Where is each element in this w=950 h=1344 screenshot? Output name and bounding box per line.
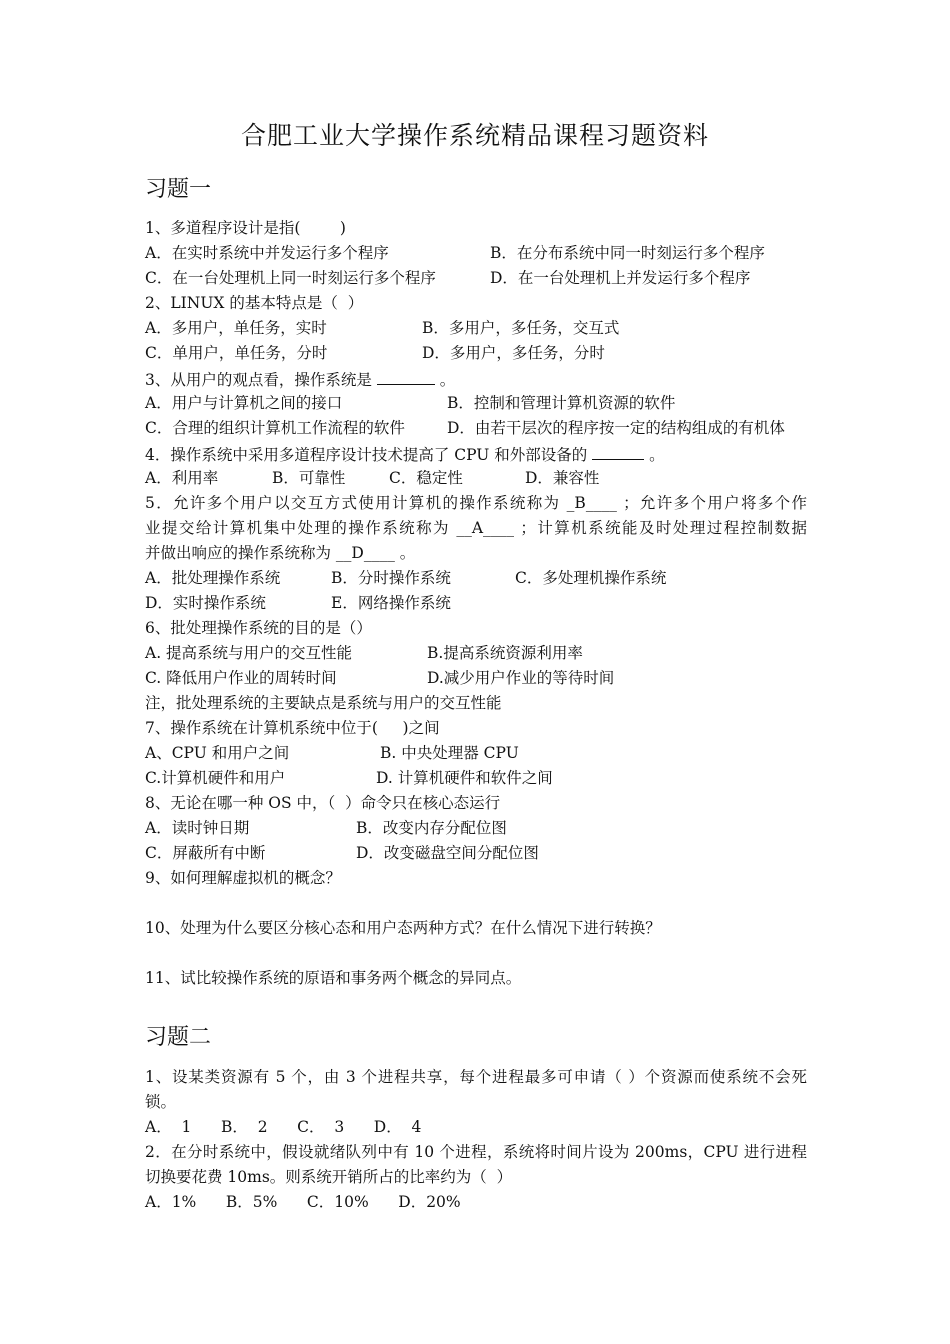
page-title: 合肥工业大学操作系统精品课程习题资料	[240, 121, 709, 150]
question-stem-cont: 锁。	[145, 1093, 177, 1111]
option-b: B．分时操作系统	[331, 569, 451, 587]
question-stem-end: 。	[434, 371, 456, 389]
option-d: D．在一台处理机上并发运行多个程序	[490, 269, 751, 287]
section-heading-2: 习题二	[145, 1025, 212, 1050]
question-stem-cont: 并做出响应的操作系统称为 __D____ 。	[145, 544, 416, 562]
question-stem-cont: 业提交给计算机集中处理的操作系统称为 __A____ ；计算机系统能及时处理过程控制数据	[145, 519, 807, 537]
option-b: B．可靠性	[272, 469, 346, 487]
question-stem-end: 。	[644, 446, 665, 464]
question-stem: 5．允许多个用户以交互方式使用计算机的操作系统称为 _B____ ；允许多个用户将多个作	[145, 494, 807, 512]
question-stem: 1、多道程序设计是指( )	[145, 219, 346, 237]
option-b: B. 中央处理器 CPU	[380, 744, 519, 762]
option-a: A. 提高系统与用户的交互性能	[145, 644, 353, 662]
section-heading-1: 习题一	[145, 177, 212, 202]
option-b: B.提高系统资源利用率	[427, 644, 583, 662]
answer-blank	[377, 368, 435, 385]
option-c: C．在一台处理机上同一时刻运行多个程序	[145, 269, 436, 287]
option-c: C．屏蔽所有中断	[145, 844, 266, 862]
option-b: B．改变内存分配位图	[356, 819, 507, 837]
option-a: A、CPU 和用户之间	[145, 744, 290, 762]
option-c: C.计算机硬件和用户	[145, 769, 286, 787]
question-stem: 9、如何理解虚拟机的概念？	[145, 869, 341, 887]
options-row: A． 1 B． 2 C． 3 D． 4	[145, 1118, 422, 1136]
option-a: A．在实时系统中并发运行多个程序	[145, 244, 389, 262]
option-b: B．控制和管理计算机资源的软件	[447, 394, 676, 412]
question-stem-text: 4．操作系统中采用多道程序设计技术提高了 CPU 和外部设备的	[145, 446, 593, 464]
question-stem	[145, 368, 455, 390]
option-d: D．多用户，多任务，分时	[422, 344, 605, 362]
question-stem: 2．在分时系统中，假设就绪队列中有 10 个进程，系统将时间片设为 200ms，CPU 进行进程	[145, 1143, 807, 1161]
question-stem-text: 3、从用户的观点看，操作系统是	[145, 371, 377, 389]
option-b: B．在分布系统中同一时刻运行多个程序	[490, 244, 765, 262]
question-stem-cont: 切换要花费 10ms。则系统开销所占的比率约为（ ）	[145, 1168, 513, 1186]
question-stem: 1、设某类资源有 5 个，由 3 个进程共享，每个进程最多可申请（ ）个资源而使系统不会死	[145, 1068, 807, 1086]
option-a: A．读时钟日期	[145, 819, 250, 837]
question-stem: 6、批处理操作系统的目的是（）	[145, 619, 372, 637]
options-row: A．1% B．5% C．10% D．20%	[145, 1193, 461, 1211]
question-stem	[145, 443, 665, 465]
option-d: D.减少用户作业的等待时间	[427, 669, 615, 687]
question-stem: 8、无论在哪一种 OS 中，（ ）命令只在核心态运行	[145, 794, 501, 812]
option-a: A．用户与计算机之间的接口	[145, 394, 343, 412]
option-c: C．稳定性	[389, 469, 463, 487]
option-a: A．利用率	[145, 469, 219, 487]
question-stem: 11、试比较操作系统的原语和事务两个概念的异同点。	[145, 969, 522, 987]
option-d: D．由若干层次的程序按一定的结构组成的有机体	[447, 419, 785, 437]
option-c: C．合理的组织计算机工作流程的软件	[145, 419, 405, 437]
note-text: 注，批处理系统的主要缺点是系统与用户的交互性能	[145, 694, 502, 712]
option-c: C．多处理机操作系统	[515, 569, 667, 587]
option-d: D．改变磁盘空间分配位图	[356, 844, 539, 862]
option-a: A．批处理操作系统	[145, 569, 281, 587]
question-stem: 7、操作系统在计算机系统中位于( )之间	[145, 719, 440, 737]
option-b: B．多用户，多任务，交互式	[422, 319, 620, 337]
option-d: D．兼容性	[525, 469, 600, 487]
question-stem: 10、处理为什么要区分核心态和用户态两种方式？在什么情况下进行转换？	[145, 919, 661, 937]
option-c: C. 降低用户作业的周转时间	[145, 669, 337, 687]
answer-blank	[592, 443, 644, 460]
option-a: A．多用户，单任务，实时	[145, 319, 327, 337]
option-d: D．实时操作系统	[145, 594, 266, 612]
option-c: C．单用户，单任务，分时	[145, 344, 328, 362]
option-e: E．网络操作系统	[331, 594, 451, 612]
question-stem: 2、LINUX 的基本特点是（ ）	[145, 294, 364, 312]
option-d: D. 计算机硬件和软件之间	[376, 769, 553, 787]
